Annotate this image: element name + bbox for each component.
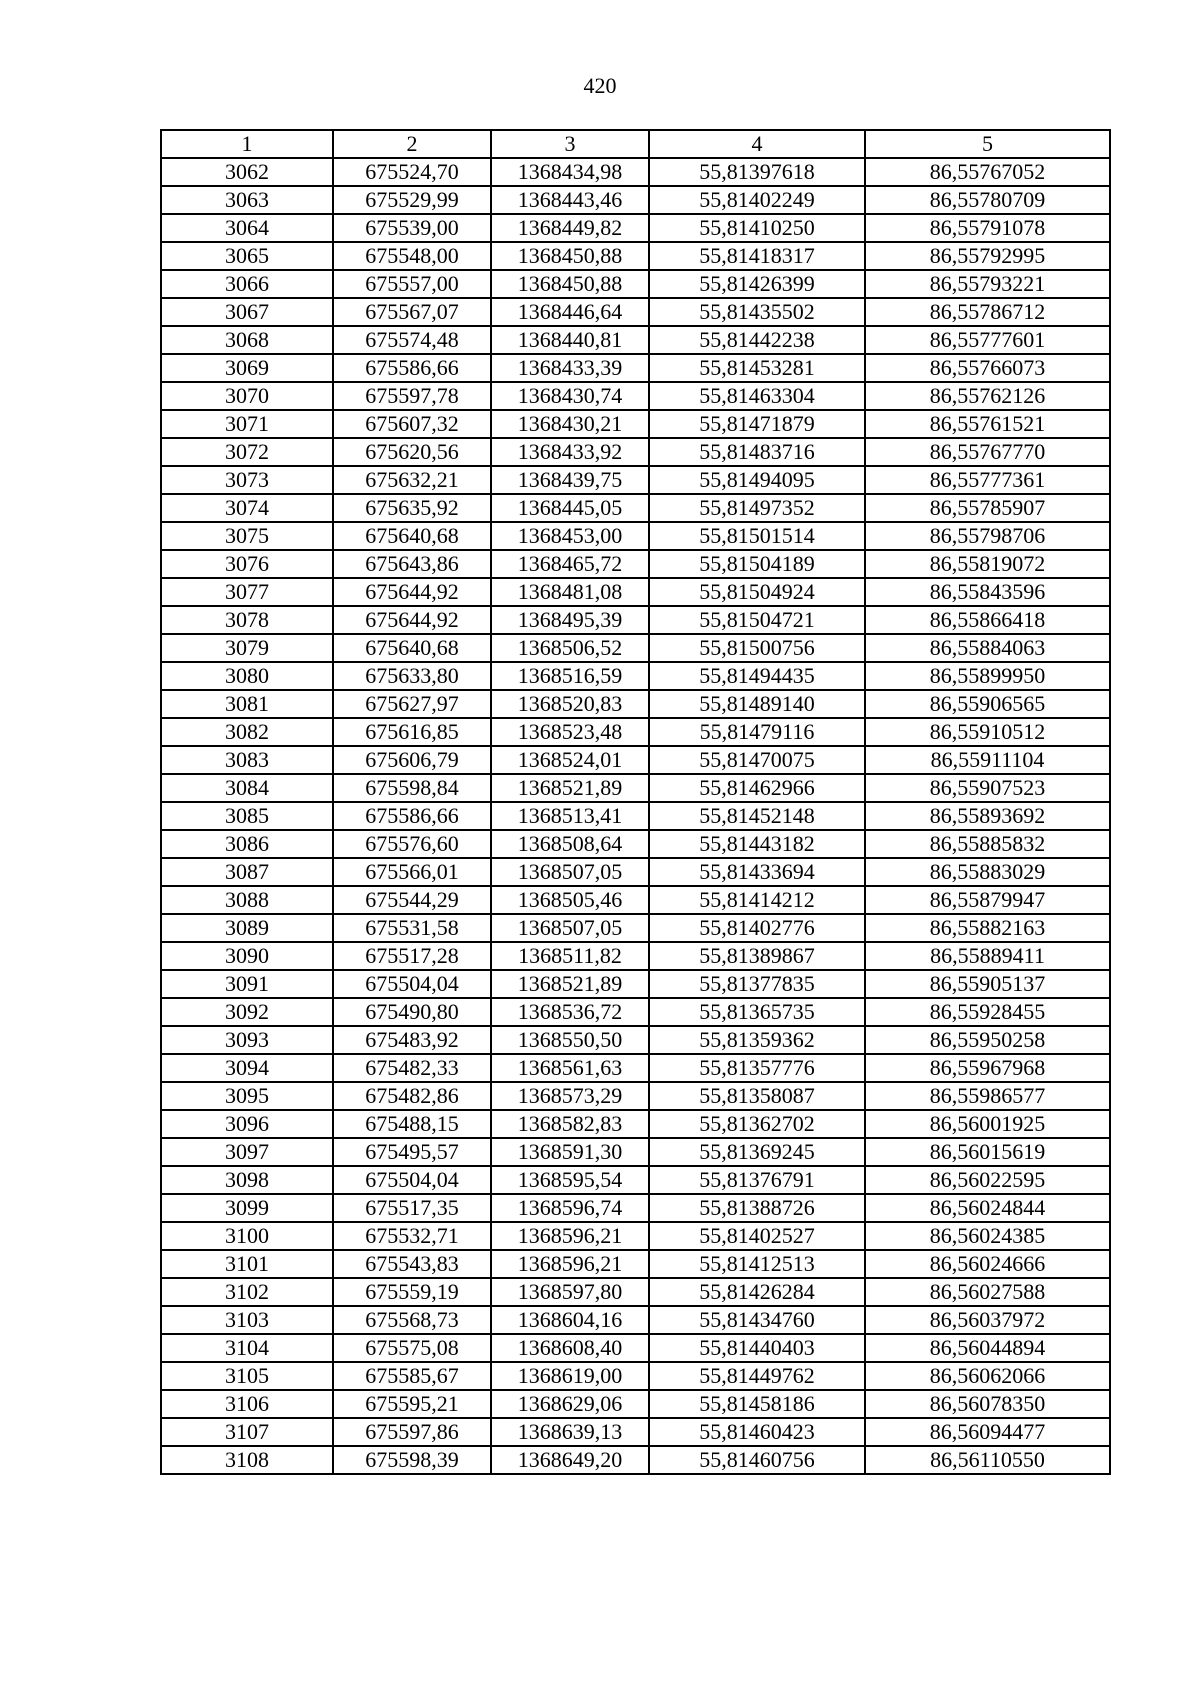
- table-cell: 675482,33: [333, 1054, 491, 1082]
- table-cell: 55,81442238: [649, 326, 865, 354]
- table-cell: 86,55882163: [865, 914, 1110, 942]
- table-cell: 675644,92: [333, 606, 491, 634]
- table-cell: 675635,92: [333, 494, 491, 522]
- table-cell: 1368434,98: [491, 158, 649, 186]
- table-cell: 675567,07: [333, 298, 491, 326]
- table-cell: 86,55911104: [865, 746, 1110, 774]
- table-cell: 55,81362702: [649, 1110, 865, 1138]
- table-cell: 1368513,41: [491, 802, 649, 830]
- table-cell: 55,81418317: [649, 242, 865, 270]
- table-cell: 3073: [161, 466, 333, 494]
- table-cell: 55,81397618: [649, 158, 865, 186]
- table-cell: 3064: [161, 214, 333, 242]
- table-cell: 3089: [161, 914, 333, 942]
- table-cell: 675504,04: [333, 970, 491, 998]
- table-cell: 3077: [161, 578, 333, 606]
- table-cell: 3102: [161, 1278, 333, 1306]
- table-cell: 86,56044894: [865, 1334, 1110, 1362]
- table-row: [161, 1250, 1110, 1278]
- table-cell: 86,56027588: [865, 1278, 1110, 1306]
- table-cell: 86,56001925: [865, 1110, 1110, 1138]
- table-cell: 3095: [161, 1082, 333, 1110]
- table-cell: 55,81458186: [649, 1390, 865, 1418]
- table-cell: 86,55843596: [865, 578, 1110, 606]
- table-cell: 3065: [161, 242, 333, 270]
- table-cell: 86,56110550: [865, 1446, 1110, 1474]
- page-number: 420: [583, 73, 617, 98]
- table-cell: 86,55967968: [865, 1054, 1110, 1082]
- table-cell: 1368550,50: [491, 1026, 649, 1054]
- table-cell: 675598,84: [333, 774, 491, 802]
- table-row: [161, 1446, 1110, 1474]
- table-row: [161, 662, 1110, 690]
- table-cell: 1368629,06: [491, 1390, 649, 1418]
- table-cell: 86,55793221: [865, 270, 1110, 298]
- table-cell: 675586,66: [333, 802, 491, 830]
- column-header: 4: [649, 130, 865, 158]
- table-cell: 55,81388726: [649, 1194, 865, 1222]
- table-cell: 3100: [161, 1222, 333, 1250]
- table-cell: 675490,80: [333, 998, 491, 1026]
- table-cell: 55,81504721: [649, 606, 865, 634]
- table-cell: 1368507,05: [491, 858, 649, 886]
- table-cell: 3097: [161, 1138, 333, 1166]
- table-cell: 3087: [161, 858, 333, 886]
- table-row: [161, 1054, 1110, 1082]
- table-cell: 1368449,82: [491, 214, 649, 242]
- table-cell: 1368433,39: [491, 354, 649, 382]
- table-cell: 1368430,21: [491, 410, 649, 438]
- table-row: [161, 270, 1110, 298]
- column-header: 3: [491, 130, 649, 158]
- table-cell: 55,81500756: [649, 634, 865, 662]
- table-cell: 675483,92: [333, 1026, 491, 1054]
- table-cell: 86,55889411: [865, 942, 1110, 970]
- table-cell: 86,56094477: [865, 1418, 1110, 1446]
- table-cell: 55,81479116: [649, 718, 865, 746]
- table-cell: 86,55766073: [865, 354, 1110, 382]
- table-cell: 675482,86: [333, 1082, 491, 1110]
- table-cell: 55,81414212: [649, 886, 865, 914]
- table-row: [161, 1362, 1110, 1390]
- table-cell: 3101: [161, 1250, 333, 1278]
- table-cell: 675597,86: [333, 1418, 491, 1446]
- table-cell: 675504,04: [333, 1166, 491, 1194]
- table-cell: 55,81453281: [649, 354, 865, 382]
- table-cell: 1368465,72: [491, 550, 649, 578]
- table-cell: 1368520,83: [491, 690, 649, 718]
- table-row: [161, 1334, 1110, 1362]
- table-cell: 675495,57: [333, 1138, 491, 1166]
- table-cell: 3104: [161, 1334, 333, 1362]
- table-row: [161, 1278, 1110, 1306]
- table-cell: 3074: [161, 494, 333, 522]
- table-cell: 3092: [161, 998, 333, 1026]
- table-cell: 1368596,21: [491, 1250, 649, 1278]
- table-cell: 1368453,00: [491, 522, 649, 550]
- table-cell: 3080: [161, 662, 333, 690]
- table-cell: 86,55950258: [865, 1026, 1110, 1054]
- table-cell: 55,81389867: [649, 942, 865, 970]
- table-cell: 3070: [161, 382, 333, 410]
- table-row: [161, 466, 1110, 494]
- table-cell: 55,81358087: [649, 1082, 865, 1110]
- table-cell: 3081: [161, 690, 333, 718]
- table-cell: 55,81501514: [649, 522, 865, 550]
- table-cell: 55,81470075: [649, 746, 865, 774]
- table-cell: 1368604,16: [491, 1306, 649, 1334]
- table-cell: 1368591,30: [491, 1138, 649, 1166]
- table-cell: 3079: [161, 634, 333, 662]
- table-cell: 675539,00: [333, 214, 491, 242]
- table-cell: 675597,78: [333, 382, 491, 410]
- table-cell: 3072: [161, 438, 333, 466]
- table-row: [161, 606, 1110, 634]
- table-cell: 86,55767770: [865, 438, 1110, 466]
- table-cell: 675532,71: [333, 1222, 491, 1250]
- table-cell: 55,81440403: [649, 1334, 865, 1362]
- table-cell: 675557,00: [333, 270, 491, 298]
- table-cell: 675568,73: [333, 1306, 491, 1334]
- table-cell: 1368595,54: [491, 1166, 649, 1194]
- table-cell: 55,81359362: [649, 1026, 865, 1054]
- table-cell: 86,56037972: [865, 1306, 1110, 1334]
- table-cell: 86,55907523: [865, 774, 1110, 802]
- table-cell: 86,55905137: [865, 970, 1110, 998]
- table-cell: 675488,15: [333, 1110, 491, 1138]
- table-cell: 675575,08: [333, 1334, 491, 1362]
- table-cell: 3066: [161, 270, 333, 298]
- table-row: [161, 746, 1110, 774]
- table-cell: 675607,32: [333, 410, 491, 438]
- table-cell: 55,81434760: [649, 1306, 865, 1334]
- table-cell: 3091: [161, 970, 333, 998]
- table-cell: 675559,19: [333, 1278, 491, 1306]
- table-cell: 3085: [161, 802, 333, 830]
- table-header: [161, 130, 1110, 158]
- table-cell: 55,81497352: [649, 494, 865, 522]
- table-cell: 675598,39: [333, 1446, 491, 1474]
- table-cell: 86,55792995: [865, 242, 1110, 270]
- table-cell: 55,81460756: [649, 1446, 865, 1474]
- table-cell: 675543,83: [333, 1250, 491, 1278]
- table-cell: 55,81463304: [649, 382, 865, 410]
- table-cell: 3084: [161, 774, 333, 802]
- table-cell: 55,81433694: [649, 858, 865, 886]
- table-cell: 55,81494435: [649, 662, 865, 690]
- table-cell: 55,81402527: [649, 1222, 865, 1250]
- table-cell: 86,56015619: [865, 1138, 1110, 1166]
- table-cell: 55,81483716: [649, 438, 865, 466]
- table-cell: 3094: [161, 1054, 333, 1082]
- table-row: [161, 1138, 1110, 1166]
- table-cell: 55,81460423: [649, 1418, 865, 1446]
- table-cell: 86,56024666: [865, 1250, 1110, 1278]
- table-cell: 675606,79: [333, 746, 491, 774]
- table-cell: 86,56022595: [865, 1166, 1110, 1194]
- table-cell: 86,55786712: [865, 298, 1110, 326]
- table-cell: 675585,67: [333, 1362, 491, 1390]
- table-cell: 3086: [161, 830, 333, 858]
- table-cell: 1368596,21: [491, 1222, 649, 1250]
- table-cell: 675544,29: [333, 886, 491, 914]
- table-row: [161, 1306, 1110, 1334]
- table-cell: 1368446,64: [491, 298, 649, 326]
- table-cell: 55,81357776: [649, 1054, 865, 1082]
- table-cell: 675574,48: [333, 326, 491, 354]
- table-row: [161, 578, 1110, 606]
- table-cell: 86,55879947: [865, 886, 1110, 914]
- table-cell: 86,55986577: [865, 1082, 1110, 1110]
- table-row: [161, 298, 1110, 326]
- table-row: [161, 382, 1110, 410]
- table-cell: 3062: [161, 158, 333, 186]
- table-cell: 3088: [161, 886, 333, 914]
- table-cell: 675632,21: [333, 466, 491, 494]
- table-row: [161, 1222, 1110, 1250]
- table-cell: 3083: [161, 746, 333, 774]
- table-cell: 86,55819072: [865, 550, 1110, 578]
- table-cell: 55,81435502: [649, 298, 865, 326]
- table-cell: 86,56078350: [865, 1390, 1110, 1418]
- table-cell: 1368639,13: [491, 1418, 649, 1446]
- table-row: [161, 1082, 1110, 1110]
- table-row: [161, 1166, 1110, 1194]
- table-cell: 675531,58: [333, 914, 491, 942]
- table-cell: 86,55866418: [865, 606, 1110, 634]
- table-cell: 55,81504189: [649, 550, 865, 578]
- table-cell: 86,55928455: [865, 998, 1110, 1026]
- table-cell: 55,81410250: [649, 214, 865, 242]
- table-cell: 3071: [161, 410, 333, 438]
- table-cell: 55,81369245: [649, 1138, 865, 1166]
- column-header: 2: [333, 130, 491, 158]
- table-row: [161, 186, 1110, 214]
- table-row: [161, 942, 1110, 970]
- table-cell: 55,81412513: [649, 1250, 865, 1278]
- header-row: [161, 130, 1110, 158]
- table-row: [161, 774, 1110, 802]
- table-cell: 1368582,83: [491, 1110, 649, 1138]
- table-cell: 3106: [161, 1390, 333, 1418]
- table-cell: 1368508,64: [491, 830, 649, 858]
- table-cell: 3075: [161, 522, 333, 550]
- column-header: 5: [865, 130, 1110, 158]
- table-row: [161, 354, 1110, 382]
- table-cell: 86,55885832: [865, 830, 1110, 858]
- table-cell: 3067: [161, 298, 333, 326]
- table-cell: 86,56024385: [865, 1222, 1110, 1250]
- table-row: [161, 522, 1110, 550]
- table-cell: 3078: [161, 606, 333, 634]
- table-row: [161, 1110, 1110, 1138]
- table-cell: 1368573,29: [491, 1082, 649, 1110]
- table-row: [161, 158, 1110, 186]
- table-cell: 86,55798706: [865, 522, 1110, 550]
- table-cell: 675640,68: [333, 522, 491, 550]
- table-cell: 55,81426399: [649, 270, 865, 298]
- table-row: [161, 718, 1110, 746]
- table-cell: 675595,21: [333, 1390, 491, 1418]
- table-cell: 86,55883029: [865, 858, 1110, 886]
- table-cell: 1368619,00: [491, 1362, 649, 1390]
- table-cell: 86,55762126: [865, 382, 1110, 410]
- table-cell: 3096: [161, 1110, 333, 1138]
- table-cell: 675640,68: [333, 634, 491, 662]
- table-cell: 1368649,20: [491, 1446, 649, 1474]
- column-header: 1: [161, 130, 333, 158]
- table-cell: 1368433,92: [491, 438, 649, 466]
- table-cell: 1368450,88: [491, 242, 649, 270]
- table-cell: 675643,86: [333, 550, 491, 578]
- table-cell: 86,56062066: [865, 1362, 1110, 1390]
- table-cell: 86,55899950: [865, 662, 1110, 690]
- table-cell: 3098: [161, 1166, 333, 1194]
- table-row: [161, 914, 1110, 942]
- table-cell: 1368507,05: [491, 914, 649, 942]
- table-row: [161, 438, 1110, 466]
- table-cell: 1368443,46: [491, 186, 649, 214]
- table-cell: 55,81452148: [649, 802, 865, 830]
- table-cell: 86,55777361: [865, 466, 1110, 494]
- table-row: [161, 634, 1110, 662]
- table-cell: 86,55780709: [865, 186, 1110, 214]
- table-cell: 86,55893692: [865, 802, 1110, 830]
- table-cell: 675576,60: [333, 830, 491, 858]
- table-row: [161, 1026, 1110, 1054]
- table-cell: 3108: [161, 1446, 333, 1474]
- table-cell: 3090: [161, 942, 333, 970]
- table-cell: 1368524,01: [491, 746, 649, 774]
- table-cell: 675517,28: [333, 942, 491, 970]
- table-cell: 675517,35: [333, 1194, 491, 1222]
- table-cell: 1368596,74: [491, 1194, 649, 1222]
- table-cell: 3068: [161, 326, 333, 354]
- table-cell: 55,81494095: [649, 466, 865, 494]
- table-cell: 675566,01: [333, 858, 491, 886]
- table-cell: 675586,66: [333, 354, 491, 382]
- table-cell: 55,81449762: [649, 1362, 865, 1390]
- coordinates-table: [160, 129, 1111, 1475]
- table-row: [161, 690, 1110, 718]
- table-row: [161, 970, 1110, 998]
- table-cell: 1368506,52: [491, 634, 649, 662]
- table-cell: 3076: [161, 550, 333, 578]
- table-cell: 675616,85: [333, 718, 491, 746]
- table-cell: 1368516,59: [491, 662, 649, 690]
- table-cell: 675548,00: [333, 242, 491, 270]
- table-row: [161, 1194, 1110, 1222]
- table-cell: 1368521,89: [491, 774, 649, 802]
- table-cell: 1368523,48: [491, 718, 649, 746]
- table-cell: 86,55777601: [865, 326, 1110, 354]
- table-cell: 55,81504924: [649, 578, 865, 606]
- table-cell: 675620,56: [333, 438, 491, 466]
- table-cell: 3099: [161, 1194, 333, 1222]
- table-cell: 1368608,40: [491, 1334, 649, 1362]
- table-cell: 55,81377835: [649, 970, 865, 998]
- table-row: [161, 802, 1110, 830]
- table-cell: 55,81402249: [649, 186, 865, 214]
- table-cell: 55,81402776: [649, 914, 865, 942]
- table-row: [161, 998, 1110, 1026]
- table-cell: 86,55791078: [865, 214, 1110, 242]
- table-cell: 86,55884063: [865, 634, 1110, 662]
- table-row: [161, 886, 1110, 914]
- table-cell: 1368505,46: [491, 886, 649, 914]
- table-cell: 86,55910512: [865, 718, 1110, 746]
- table-row: [161, 1390, 1110, 1418]
- table-cell: 55,81365735: [649, 998, 865, 1026]
- table-cell: 1368445,05: [491, 494, 649, 522]
- table-cell: 3105: [161, 1362, 333, 1390]
- table-row: [161, 410, 1110, 438]
- table-row: [161, 326, 1110, 354]
- table-cell: 3063: [161, 186, 333, 214]
- table-cell: 3093: [161, 1026, 333, 1054]
- table-cell: 1368481,08: [491, 578, 649, 606]
- table-row: [161, 1418, 1110, 1446]
- table-cell: 1368521,89: [491, 970, 649, 998]
- table-cell: 86,56024844: [865, 1194, 1110, 1222]
- table-cell: 3082: [161, 718, 333, 746]
- table-cell: 86,55761521: [865, 410, 1110, 438]
- table-body: [161, 158, 1110, 1474]
- table-row: [161, 830, 1110, 858]
- table-row: [161, 214, 1110, 242]
- table-cell: 675529,99: [333, 186, 491, 214]
- table-cell: 55,81471879: [649, 410, 865, 438]
- table-cell: 55,81443182: [649, 830, 865, 858]
- table-cell: 55,81376791: [649, 1166, 865, 1194]
- table-cell: 3069: [161, 354, 333, 382]
- table-row: [161, 858, 1110, 886]
- table-cell: 86,55767052: [865, 158, 1110, 186]
- table-cell: 1368439,75: [491, 466, 649, 494]
- table-row: [161, 550, 1110, 578]
- table-cell: 1368430,74: [491, 382, 649, 410]
- table-cell: 675627,97: [333, 690, 491, 718]
- table-cell: 55,81426284: [649, 1278, 865, 1306]
- table-cell: 86,55906565: [865, 690, 1110, 718]
- table-cell: 675633,80: [333, 662, 491, 690]
- table-cell: 55,81489140: [649, 690, 865, 718]
- table-cell: 1368511,82: [491, 942, 649, 970]
- table-cell: 1368597,80: [491, 1278, 649, 1306]
- table-cell: 675524,70: [333, 158, 491, 186]
- table-cell: 1368536,72: [491, 998, 649, 1026]
- table-row: [161, 242, 1110, 270]
- table-cell: 55,81462966: [649, 774, 865, 802]
- table-cell: 3103: [161, 1306, 333, 1334]
- table-cell: 86,55785907: [865, 494, 1110, 522]
- table-cell: 1368495,39: [491, 606, 649, 634]
- table-row: [161, 494, 1110, 522]
- table-cell: 1368450,88: [491, 270, 649, 298]
- table-cell: 675644,92: [333, 578, 491, 606]
- table-cell: 1368561,63: [491, 1054, 649, 1082]
- table-cell: 1368440,81: [491, 326, 649, 354]
- table-cell: 3107: [161, 1418, 333, 1446]
